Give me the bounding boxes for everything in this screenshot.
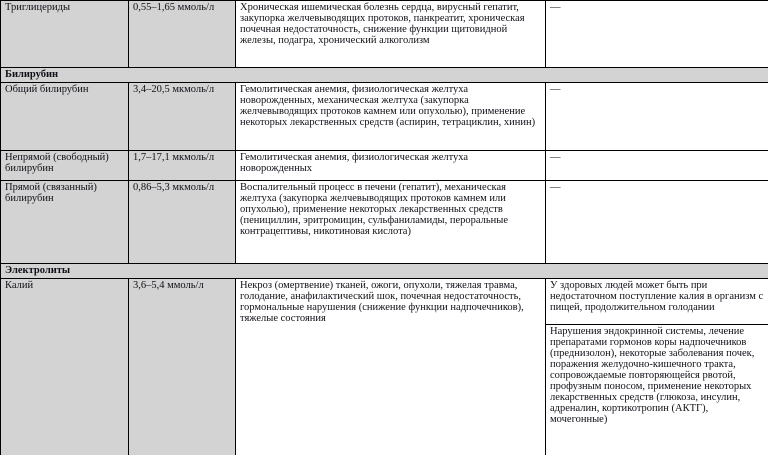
increase-causes-cell: Гемолитическая анемия, физиологическая желтуха новорожденных bbox=[236, 151, 546, 181]
table-row bbox=[1, 83, 768, 151]
table-row bbox=[1, 151, 768, 181]
table-section-row bbox=[1, 264, 768, 279]
normal-range-cell: 3,4–20,5 мкмоль/л bbox=[129, 83, 236, 151]
table-row bbox=[1, 1, 768, 68]
increase-causes-cell: Воспалительный процесс в печени (гепатит), механическая желтуха (закупорка желчевыводящих протоков камнем или опухолью), применение некоторых лекарственных средств (пенициллин, эритромицин, сульфаниламиды, пероральные контрацептивы, никотиновая кислота) bbox=[236, 181, 546, 264]
normal-range-cell: 1,7–17,1 мкмоль/л bbox=[129, 151, 236, 181]
param-name-cell: Непрямой (свободный) билирубин bbox=[1, 151, 129, 181]
decrease-causes-cell: — bbox=[546, 1, 768, 68]
increase-causes-cell: Хроническая ишемическая болезнь сердца, вирусный гепатит, закупорка желчевыводящих протоков, панкреатит, хроническая почечная недостаточность, снижение функции щитовидной железы, подагра, хронический алкоголизм bbox=[236, 1, 546, 68]
normal-range-cell: 3,6–5,4 ммоль/л bbox=[129, 279, 236, 455]
normal-range-cell: 0,86–5,3 мкмоль/л bbox=[129, 181, 236, 264]
table-row bbox=[1, 279, 768, 325]
table-section-row bbox=[1, 68, 768, 83]
section-header-bilirubin: Билирубин bbox=[1, 68, 768, 83]
decrease-causes-cell-top: У здоровых людей может быть при недостаточном поступление калия в организм с пищей, продолжительном голодании bbox=[546, 279, 768, 325]
param-name-cell: Триглицериды bbox=[1, 1, 129, 68]
decrease-causes-cell: — bbox=[546, 181, 768, 264]
section-header-electrolytes: Электролиты bbox=[1, 264, 768, 279]
param-name-cell: Прямой (связанный) билирубин bbox=[1, 181, 129, 264]
param-name-cell: Общий билирубин bbox=[1, 83, 129, 151]
increase-causes-cell: Гемолитическая анемия, физиологическая желтуха новорожденных, механическая желтуха (закупорка желчевыводящих протоков камнем или опухолью), применение некоторых лекарственных средств (аспирин, тетрациклин, хинин) bbox=[236, 83, 546, 151]
decrease-causes-cell: — bbox=[546, 151, 768, 181]
param-name-cell: Калий bbox=[1, 279, 129, 455]
decrease-causes-cell-bottom: Нарушения эндокринной системы, лечение препаратами гормонов коры надпочечников (преднизолон), некоторые заболевания почек, поражения желудочно-кишечного тракта, сопровождаемые повторяющейся рвотой, профузным поносом, применение некоторых лекарственных средств (глюкоза, инсулин, адреналин, кортикотропин (АКТГ), мочегонные) bbox=[546, 325, 768, 455]
normal-range-cell: 0,55–1,65 ммоль/л bbox=[129, 1, 236, 68]
increase-causes-cell: Некроз (омертвение) тканей, ожоги, опухоли, тяжелая травма, голодание, анафилактический шок, почечная недостаточность, гормональные нарушения (снижение функции надпочечников), тяжелые состояния bbox=[236, 279, 546, 455]
table-row bbox=[1, 181, 768, 264]
decrease-causes-cell: — bbox=[546, 83, 768, 151]
